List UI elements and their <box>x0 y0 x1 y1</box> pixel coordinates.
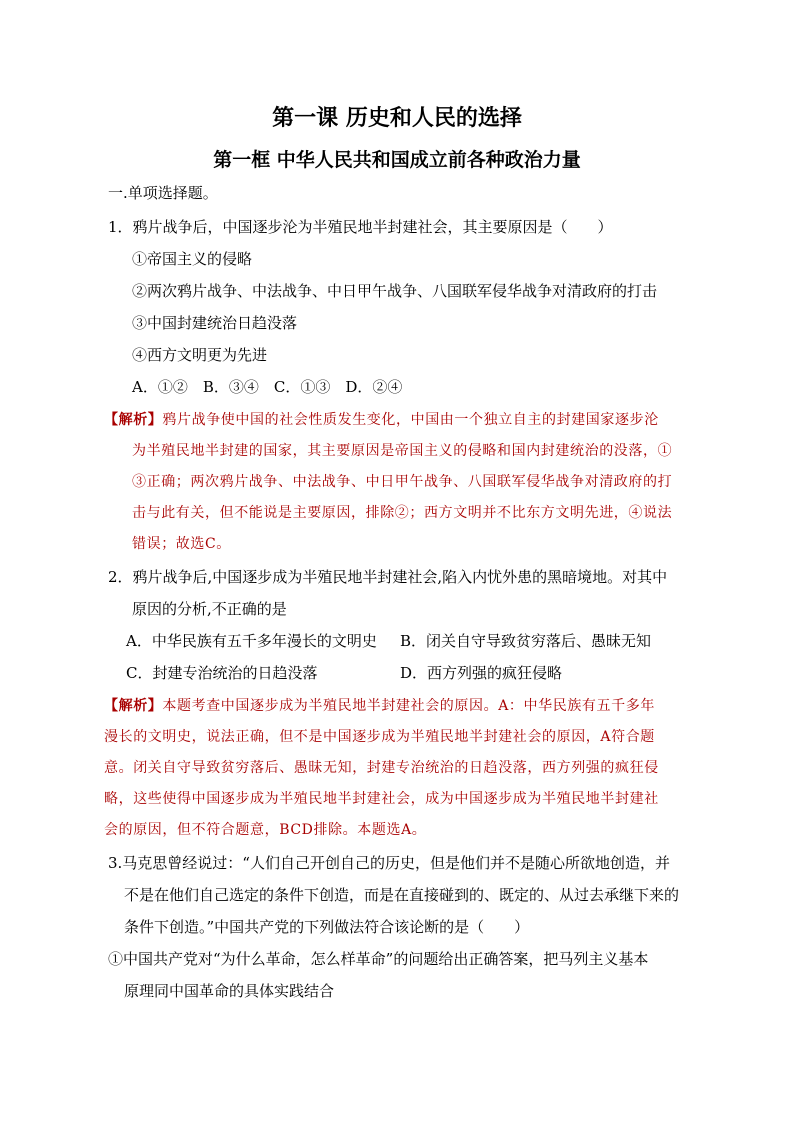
q1-analysis-line <box>104 410 659 430</box>
q1-option-1: ①帝国主义的侵略 <box>132 250 253 268</box>
q1-choices: A．①② B．③④ C．①③ D．②④ <box>132 378 403 396</box>
q2-choice-c: C．封建专治统治的日趋没落 <box>126 664 318 682</box>
q3-option-1-line: ①中国共产党对“为什么革命，怎么样革命”的问题给出正确答案，把马列主义基本 <box>108 950 649 968</box>
q2-analysis-line: 漫长的文明史，说法正确，但不是中国逐步成为半殖民地半封建社会的原因，A符合题 <box>104 729 655 745</box>
q2-analysis-line: 会的原因，但不符合题意，BCD排除。本题选A。 <box>104 822 427 838</box>
q2-stem-line: 原因的分析,不正确的是 <box>132 600 287 618</box>
analysis-tag: 【解析】 <box>104 698 163 714</box>
q2-analysis-text: 本题考查中国逐步成为半殖民地半封建社会的原因。A：中华民族有五千多年 <box>162 698 655 714</box>
q2-stem-line: 2．鸦片战争后,中国逐步成为半殖民地半封建社会,陷入内忧外患的黑暗境地。对其中 <box>108 568 668 586</box>
q1-stem: 1．鸦片战争后，中国逐步沦为半殖民地半封建社会，其主要原因是（ ） <box>108 218 613 236</box>
q1-analysis-text: 鸦片战争使中国的社会性质发生变化，中国由一个独立自主的封建国家逐步沦 <box>162 412 659 428</box>
q1-analysis-line: 击与此有关，但不能说是主要原因，排除②；西方文明并不比东方文明先进，④说法 <box>132 505 673 521</box>
q3-stem-line: 3.马克思曾经说过：“人们自己开创自己的历史，但是他们并不是随心所欲地创造，并 <box>108 854 670 872</box>
q3-option-1-line: 原理同中国革命的具体实践结合 <box>124 982 335 1000</box>
q1-option-4: ④西方文明更为先进 <box>132 346 268 364</box>
q2-analysis-line <box>104 696 655 716</box>
q2-choice-b: B．闭关自守导致贫穷落后、愚昧无知 <box>400 632 652 650</box>
q3-stem-line: 不是在他们自己选定的条件下创造，而是在直接碰到的、既定的、从过去承继下来的 <box>124 886 680 904</box>
q2-analysis-line: 略，这些使得中国逐步成为半殖民地半封建社会，成为中国逐步成为半殖民地半封建社 <box>104 791 659 807</box>
q1-analysis-line: 为半殖民地半封建的国家，其主要原因是帝国主义的侵略和国内封建统治的没落，① <box>132 443 673 459</box>
page-subtitle: 第一框 中华人民共和国成立前各种政治力量 <box>213 149 581 171</box>
analysis-tag: 【解析】 <box>104 412 163 428</box>
q1-analysis-line: ③正确；两次鸦片战争、中法战争、中日甲午战争、八国联军侵华战争对清政府的打 <box>132 474 673 490</box>
page-title: 第一课 历史和人民的选择 <box>272 105 522 131</box>
q2-choice-d: D．西方列强的疯狂侵略 <box>400 664 563 682</box>
q1-option-3: ③中国封建统治日趋没落 <box>132 314 298 332</box>
q1-option-2: ②两次鸦片战争、中法战争、中日甲午战争、八国联军侵华战争对清政府的打击 <box>132 282 658 300</box>
q2-analysis-line: 意。闭关自守导致贫穷落后、愚昧无知，封建专治统治的日趋没落，西方列强的疯狂侵 <box>104 760 659 776</box>
q3-stem-line: 条件下创造。”中国共产党的下列做法符合该论断的是（ ） <box>124 918 530 936</box>
q1-analysis-line: 错误；故选C。 <box>132 536 231 552</box>
section-heading: 一.单项选择题。 <box>108 184 218 202</box>
q2-choice-a: A．中华民族有五千多年漫长的文明史 <box>126 632 377 650</box>
